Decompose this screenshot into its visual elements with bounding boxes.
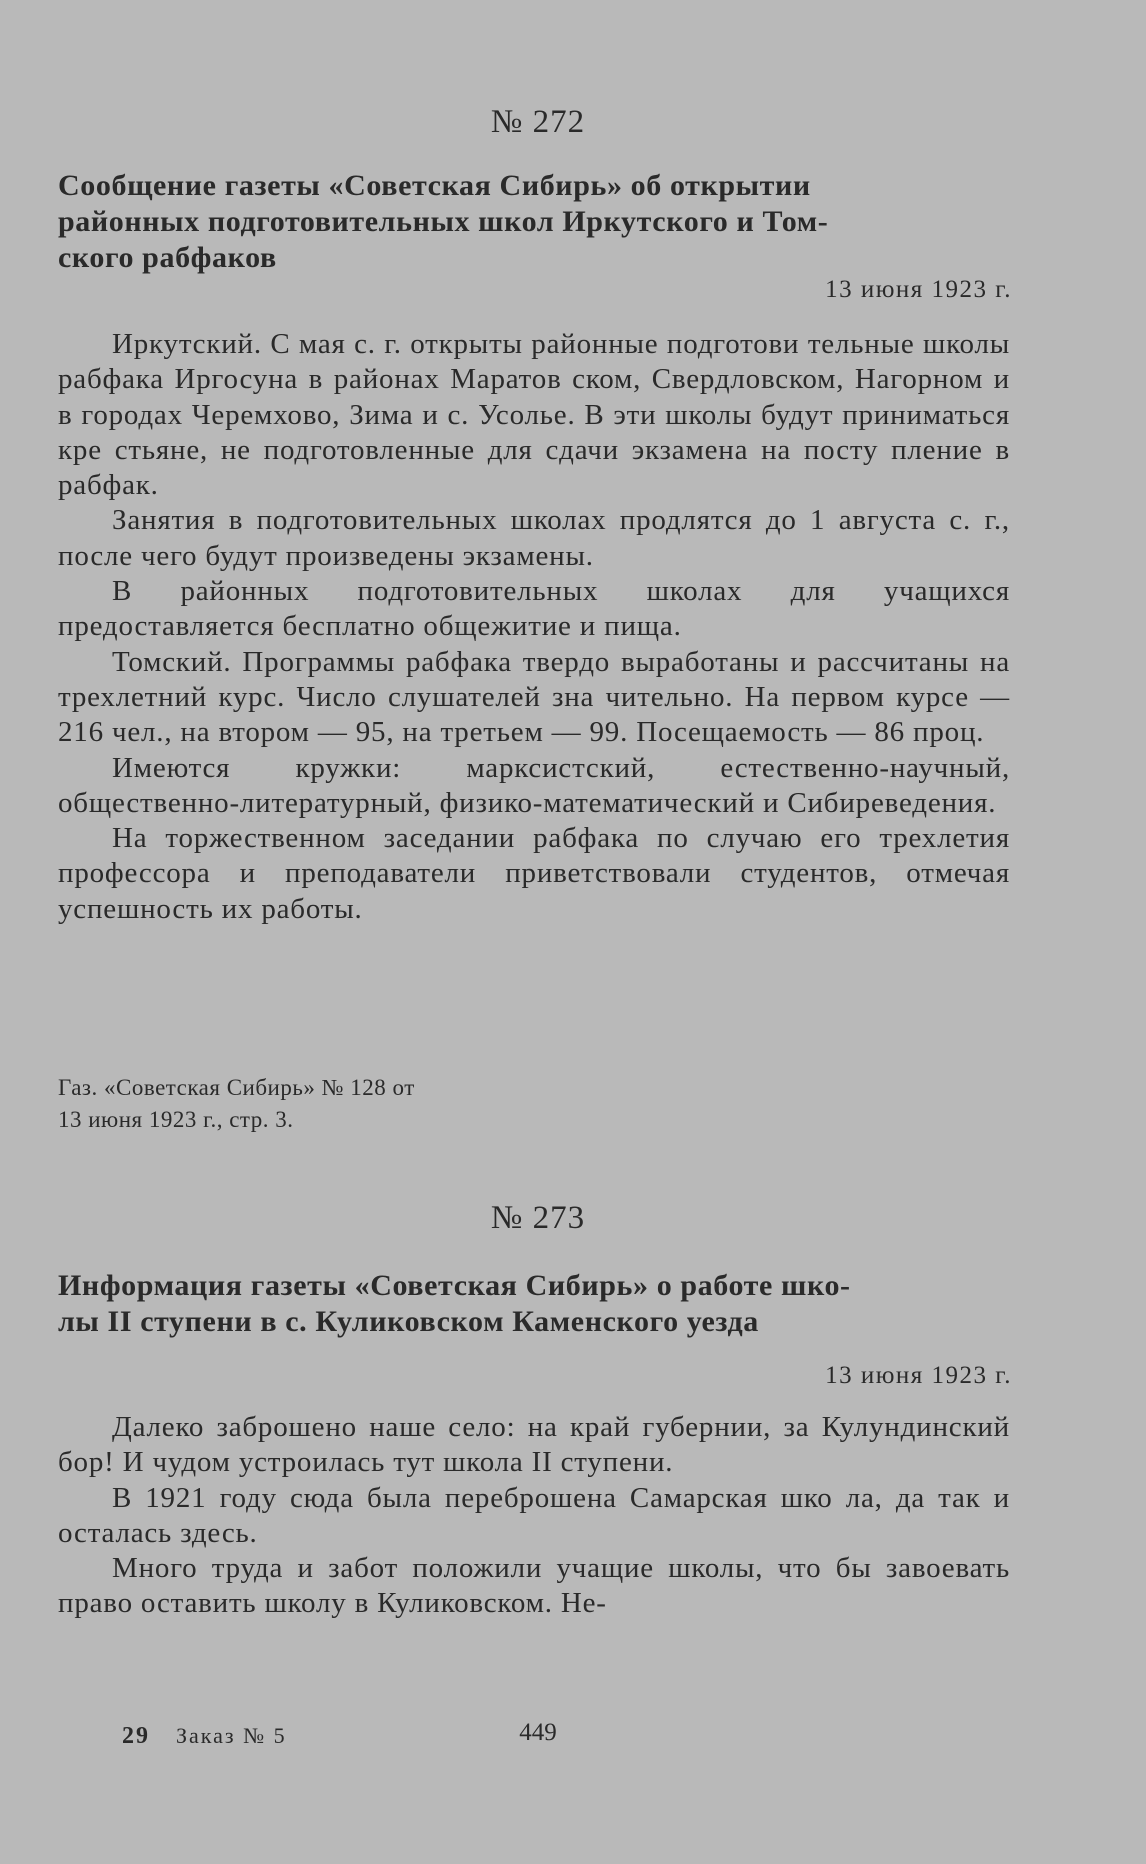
text-line: чительно. На первом курсе — 216 чел., на втором — 95, на xyxy=(58,680,1010,749)
sheet-number: 29 xyxy=(122,1723,150,1749)
paragraph xyxy=(58,821,1010,927)
paragraph xyxy=(58,1481,1010,1552)
text-line: Иркутский. С мая с. г. открыты районные подготови xyxy=(112,328,800,360)
text-line: На торжественном заседании рабфака по случаю его xyxy=(112,822,862,855)
document-source-272 xyxy=(58,1072,618,1136)
document-date-273: 13 июня 1923 г. xyxy=(825,1362,1012,1389)
document-title-273 xyxy=(58,1268,1010,1340)
text-line: трехлетия профессора и преподаватели приветствовали xyxy=(58,822,1010,890)
document-date-272: 13 июня 1923 г. xyxy=(825,276,1012,303)
text-line: Занятия в подготовительных школах продлятся до xyxy=(112,504,797,537)
text-line: Имеются кружки: марксистский, естественно-научный, xyxy=(112,751,1010,784)
title-line: лы II ступени в с. Куликовском Каменского уезда xyxy=(58,1305,759,1338)
source-line: 13 июня 1923 г., стр. 3. xyxy=(58,1107,294,1132)
text-line: стьяне, не подготовленные для сдачи экзамена на посту xyxy=(114,433,879,466)
text-line: тельные школы рабфака Иргосуна в районах Маратов xyxy=(58,328,1010,396)
paragraph xyxy=(58,574,1010,645)
order-number: Заказ № 5 xyxy=(176,1723,287,1748)
source-line: Газ. «Советская Сибирь» № 128 от xyxy=(58,1075,415,1100)
text-line: пление в рабфак. xyxy=(58,433,1010,502)
text-line: II ступени. xyxy=(531,1446,674,1479)
text-line: В районных подготовительных школах для учащихся xyxy=(112,575,1010,608)
text-line: ла, да так и осталась здесь. xyxy=(58,1481,1010,1549)
text-line: предоставляется бесплатно общежитие и пища. xyxy=(58,610,682,643)
document-title-272 xyxy=(58,168,1010,276)
document-body-273 xyxy=(58,1410,1010,1622)
text-line: В 1921 году сюда была переброшена Самарская шко xyxy=(112,1481,833,1514)
paragraph xyxy=(58,1551,1010,1622)
text-line: Зима и с. Усолье. В эти школы будут приниматься кре xyxy=(58,398,1010,466)
text-line: студентов, отмечая успешность их работы. xyxy=(58,857,1010,925)
text-line: Кулундинский бор! И чудом устроилась тут школа xyxy=(58,1411,1010,1479)
paragraph xyxy=(58,751,1010,822)
text-line: 1 августа с. г., после чего будут произведены экзамены. xyxy=(58,504,1010,572)
text-line: рассчитаны на трехлетний курс. Число слушателей зна xyxy=(58,645,1011,713)
text-line: бы завоевать право оставить школу в Куликовском. Не- xyxy=(58,1552,1010,1620)
paragraph xyxy=(58,503,1010,574)
document-number-273: № 273 xyxy=(490,1200,586,1236)
text-line: Много труда и забот положили учащие школы, что xyxy=(112,1552,822,1585)
text-line: Томский. Программы рабфака твердо выработаны и xyxy=(112,645,807,678)
paragraph xyxy=(58,645,1010,751)
text-line: общественно-литературный, физико-математический и xyxy=(58,786,780,819)
text-line: ском, Свердловском, Нагорном и в городах Черемхово, xyxy=(58,363,1010,431)
paragraph xyxy=(58,327,1010,503)
document-body-272 xyxy=(58,327,1010,927)
title-line: Информация газеты «Советская Сибирь» о работе шко- xyxy=(58,1269,851,1302)
title-line: Сообщение газеты «Советская Сибирь» об открытии xyxy=(58,169,811,202)
text-line: Далеко заброшено наше село: на край губернии, за xyxy=(112,1411,810,1443)
text-line: Сибиреведения. xyxy=(787,786,997,819)
title-line: ского рабфаков xyxy=(58,241,277,274)
document-number-272: № 272 xyxy=(490,104,586,140)
title-line: районных подготовительных школ Иркутского и Том- xyxy=(58,205,829,238)
text-line: третьем — 99. Посещаемость — 86 проц. xyxy=(440,716,985,749)
paragraph xyxy=(58,1410,1010,1481)
page-number: 449 xyxy=(519,1719,557,1746)
